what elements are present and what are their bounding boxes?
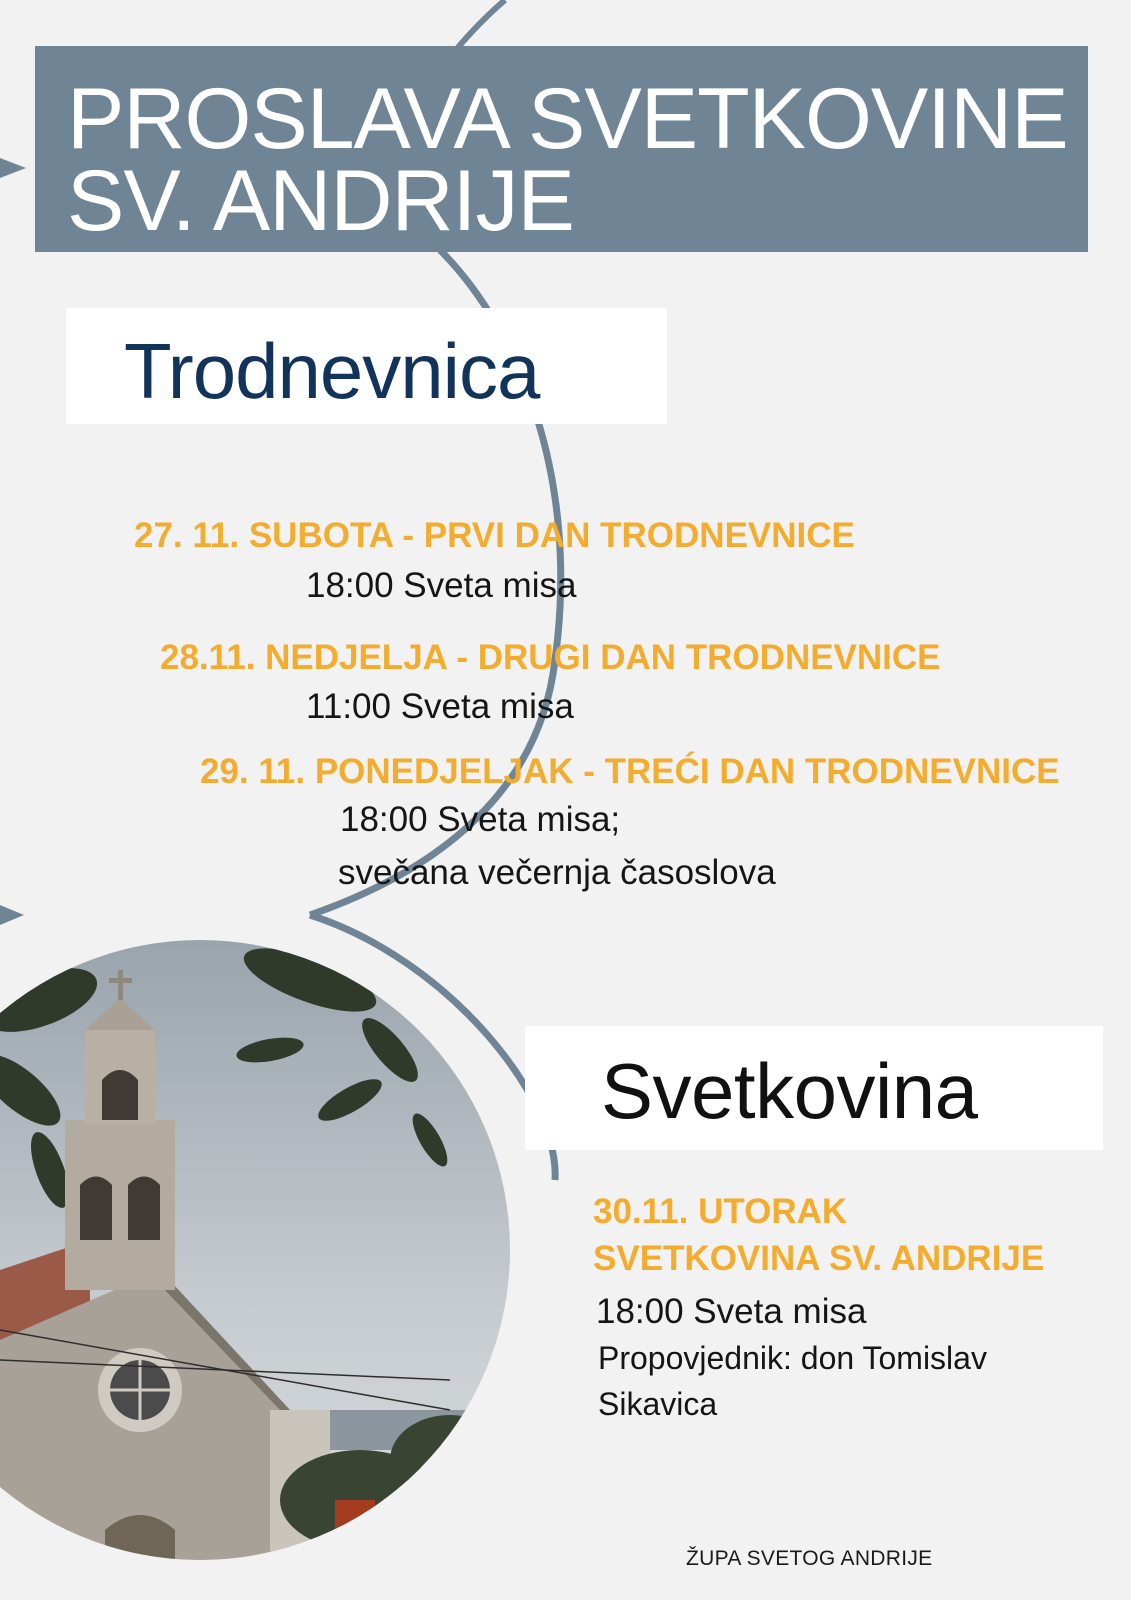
trodnevnica-label-box [66,308,667,424]
svetkovina-label-box [525,1026,1103,1150]
footer-parish-name: ŽUPA SVETOG ANDRIJE [686,1547,933,1570]
day-1-mass: 18:00 Sveta misa [306,566,577,605]
day-2-heading: 28.11. NEDJELJA - DRUGI DAN TRODNEVNICE [160,638,941,677]
page-title-line-1: PROSLAVA SVETKOVINE [67,71,1068,167]
day-3-heading: 29. 11. PONEDJELJAK - TREĆI DAN TRODNEVNICE [200,752,1060,791]
svetkovina-preacher-2: Sikavica [598,1386,718,1422]
title-banner [35,46,1088,252]
trodnevnica-heading: Trodnevnica [124,327,540,415]
svetkovina-title: SVETKOVINA SV. ANDRIJE [593,1239,1045,1278]
day-3-vespers: svečana večernja časoslova [338,853,776,892]
day-3-mass: 18:00 Sveta misa; [340,800,621,839]
day-2-mass: 11:00 Sveta misa [306,687,574,726]
svetkovina-preacher-1: Propovjednik: don Tomislav [598,1340,987,1376]
day-1-heading: 27. 11. SUBOTA - PRVI DAN TRODNEVNICE [134,516,855,555]
page-title-line-2: SV. ANDRIJE [67,153,574,249]
svetkovina-heading: Svetkovina [601,1047,978,1135]
svetkovina-date: 30.11. UTORAK [593,1192,848,1231]
svetkovina-mass: 18:00 Sveta misa [596,1292,867,1331]
